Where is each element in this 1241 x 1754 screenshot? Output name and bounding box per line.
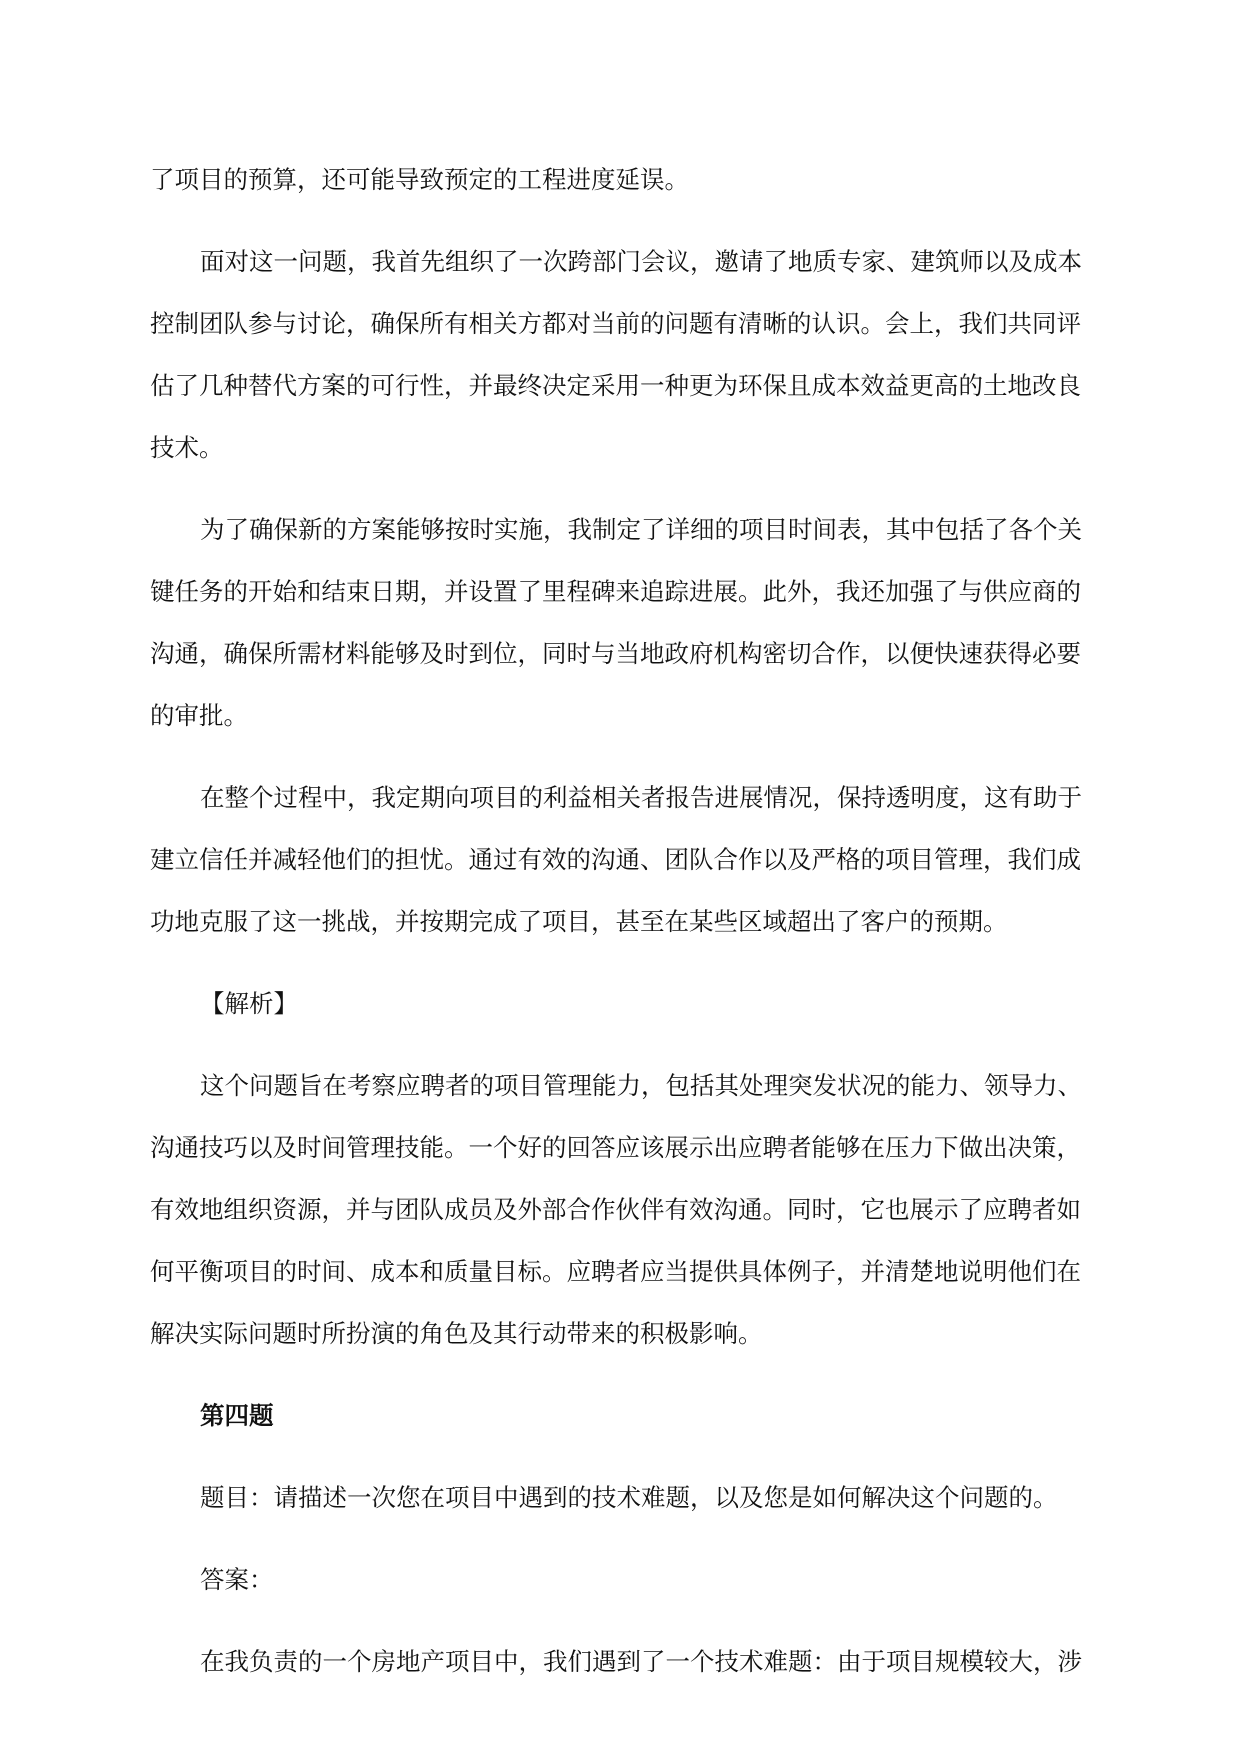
answer-label-block <box>150 1549 1090 1611</box>
paragraph-1 <box>150 149 1090 211</box>
analysis-paragraph <box>150 1055 1090 1365</box>
paragraph-line: 建立信任并减轻他们的担忧。通过有效的沟通、团队合作以及严格的项目管理，我们成 <box>150 845 1081 874</box>
paragraph-line: 在我负责的一个房地产项目中，我们遇到了一个技术难题：由于项目规模较大，涉 <box>200 1647 1082 1676</box>
question-line: 题目：请描述一次您在项目中遇到的技术难题，以及您是如何解决这个问题的。 <box>200 1483 1058 1512</box>
paragraph-line: 技术。 <box>150 433 224 462</box>
paragraph-line: 何平衡项目的时间、成本和质量目标。应聘者应当提供具体例子，并清楚地说明他们在 <box>150 1257 1081 1286</box>
paragraph-line: 的审批。 <box>150 701 248 730</box>
answer-label: 答案： <box>200 1565 274 1594</box>
paragraph-2 <box>150 231 1090 479</box>
question-four-heading <box>150 1385 1090 1447</box>
paragraph-line: 了项目的预算，还可能导致预定的工程进度延误。 <box>150 165 689 194</box>
paragraph-line: 键任务的开始和结束日期，并设置了里程碑来追踪进展。此外，我还加强了与供应商的 <box>150 577 1081 606</box>
paragraph-line: 面对这一问题，我首先组织了一次跨部门会议，邀请了地质专家、建筑师以及成本 <box>200 247 1082 276</box>
paragraph-line: 这个问题旨在考察应聘者的项目管理能力，包括其处理突发状况的能力、领导力、 <box>200 1071 1082 1100</box>
paragraph-line: 功地克服了这一挑战，并按期完成了项目，甚至在某些区域超出了客户的预期。 <box>150 907 1008 936</box>
paragraph-4 <box>150 767 1090 953</box>
answer-paragraph <box>150 1631 1090 1693</box>
paragraph-line: 沟通技巧以及时间管理技能。一个好的回答应该展示出应聘者能够在压力下做出决策， <box>150 1133 1081 1162</box>
paragraph-line: 估了几种替代方案的可行性，并最终决定采用一种更为环保且成本效益更高的土地改良 <box>150 371 1081 400</box>
paragraph-line: 沟通，确保所需材料能够及时到位，同时与当地政府机构密切合作，以便快速获得必要 <box>150 639 1081 668</box>
paragraph-3 <box>150 499 1090 747</box>
section-title: 第四题 <box>200 1401 274 1430</box>
paragraph-line: 为了确保新的方案能够按时实施，我制定了详细的项目时间表，其中包括了各个关 <box>200 515 1082 544</box>
analysis-heading <box>150 973 1090 1035</box>
paragraph-line: 有效地组织资源，并与团队成员及外部合作伙伴有效沟通。同时，它也展示了应聘者如 <box>150 1195 1081 1224</box>
paragraph-line: 在整个过程中，我定期向项目的利益相关者报告进展情况，保持透明度，这有助于 <box>200 783 1082 812</box>
paragraph-line: 解决实际问题时所扮演的角色及其行动带来的积极影响。 <box>150 1319 763 1348</box>
document-body <box>150 149 1090 1693</box>
paragraph-line: 控制团队参与讨论，确保所有相关方都对当前的问题有清晰的认识。会上，我们共同评 <box>150 309 1081 338</box>
analysis-label: 【解析】 <box>200 989 298 1018</box>
question-text <box>150 1467 1090 1529</box>
